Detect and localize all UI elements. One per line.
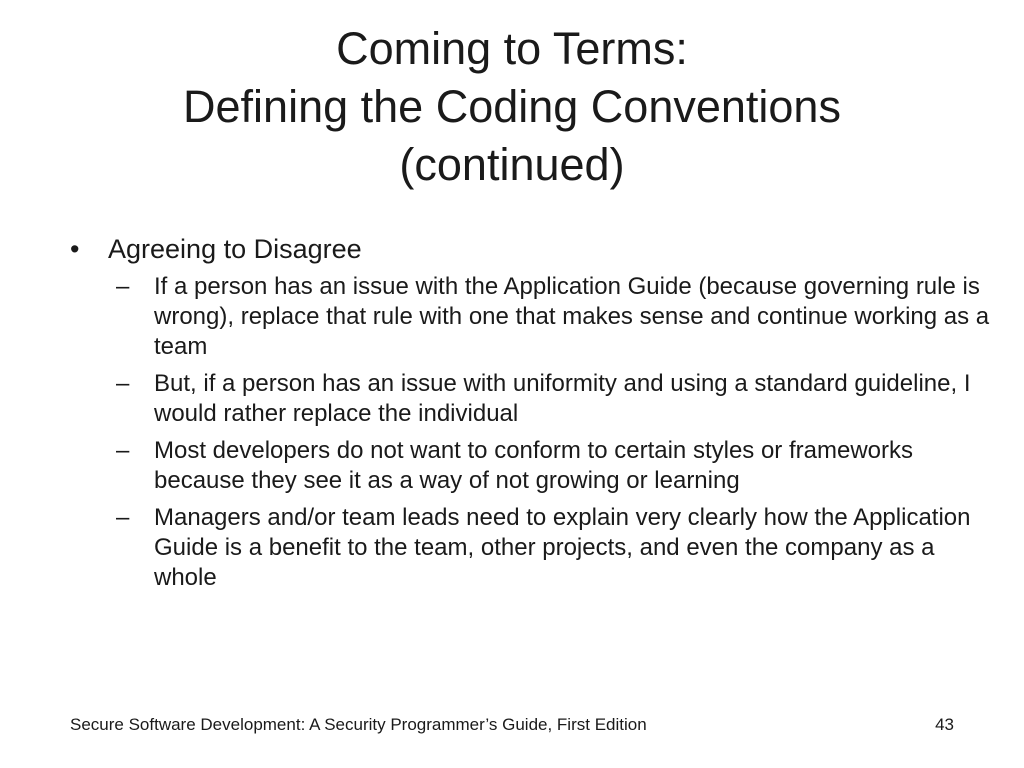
sub-bullet <box>70 369 990 429</box>
sub-bullet <box>70 503 990 593</box>
sub-bullet-text: Most developers do not want to conform to certain styles or frameworks because they see it as a way of not growing or learning <box>154 437 913 494</box>
sub-bullet <box>70 436 990 496</box>
dash-marker: – <box>116 273 130 300</box>
dash-marker: – <box>116 370 130 397</box>
footer-text: Secure Software Development: A Security Programmer’s Guide, First Edition <box>70 715 647 734</box>
sub-bullet-list <box>70 272 990 593</box>
dash-marker: – <box>116 437 130 464</box>
dash-marker: – <box>116 504 130 531</box>
sub-bullet-text: If a person has an issue with the Application Guide (because governing rule is wrong), replace that rule with one that makes sense and continue working as a team <box>154 273 990 360</box>
title-line-3: (continued) <box>399 139 625 190</box>
slide-body <box>70 232 990 600</box>
main-bullet-text: Agreeing to Disagree <box>108 234 362 264</box>
page-number: 43 <box>935 715 954 734</box>
title-line-1: Coming to Terms: <box>336 23 688 74</box>
title-line-2: Defining the Coding Conventions <box>183 81 841 132</box>
sub-bullet <box>70 272 990 362</box>
sub-bullet-text: But, if a person has an issue with uniformity and using a standard guideline, I would rather replace the individual <box>154 370 971 427</box>
main-bullet <box>70 232 990 266</box>
bullet-marker: • <box>70 234 80 264</box>
sub-bullet-text: Managers and/or team leads need to explain very clearly how the Application Guide is a benefit to the team, other projects, and even the company as a whole <box>154 504 971 591</box>
slide-title <box>60 20 964 194</box>
